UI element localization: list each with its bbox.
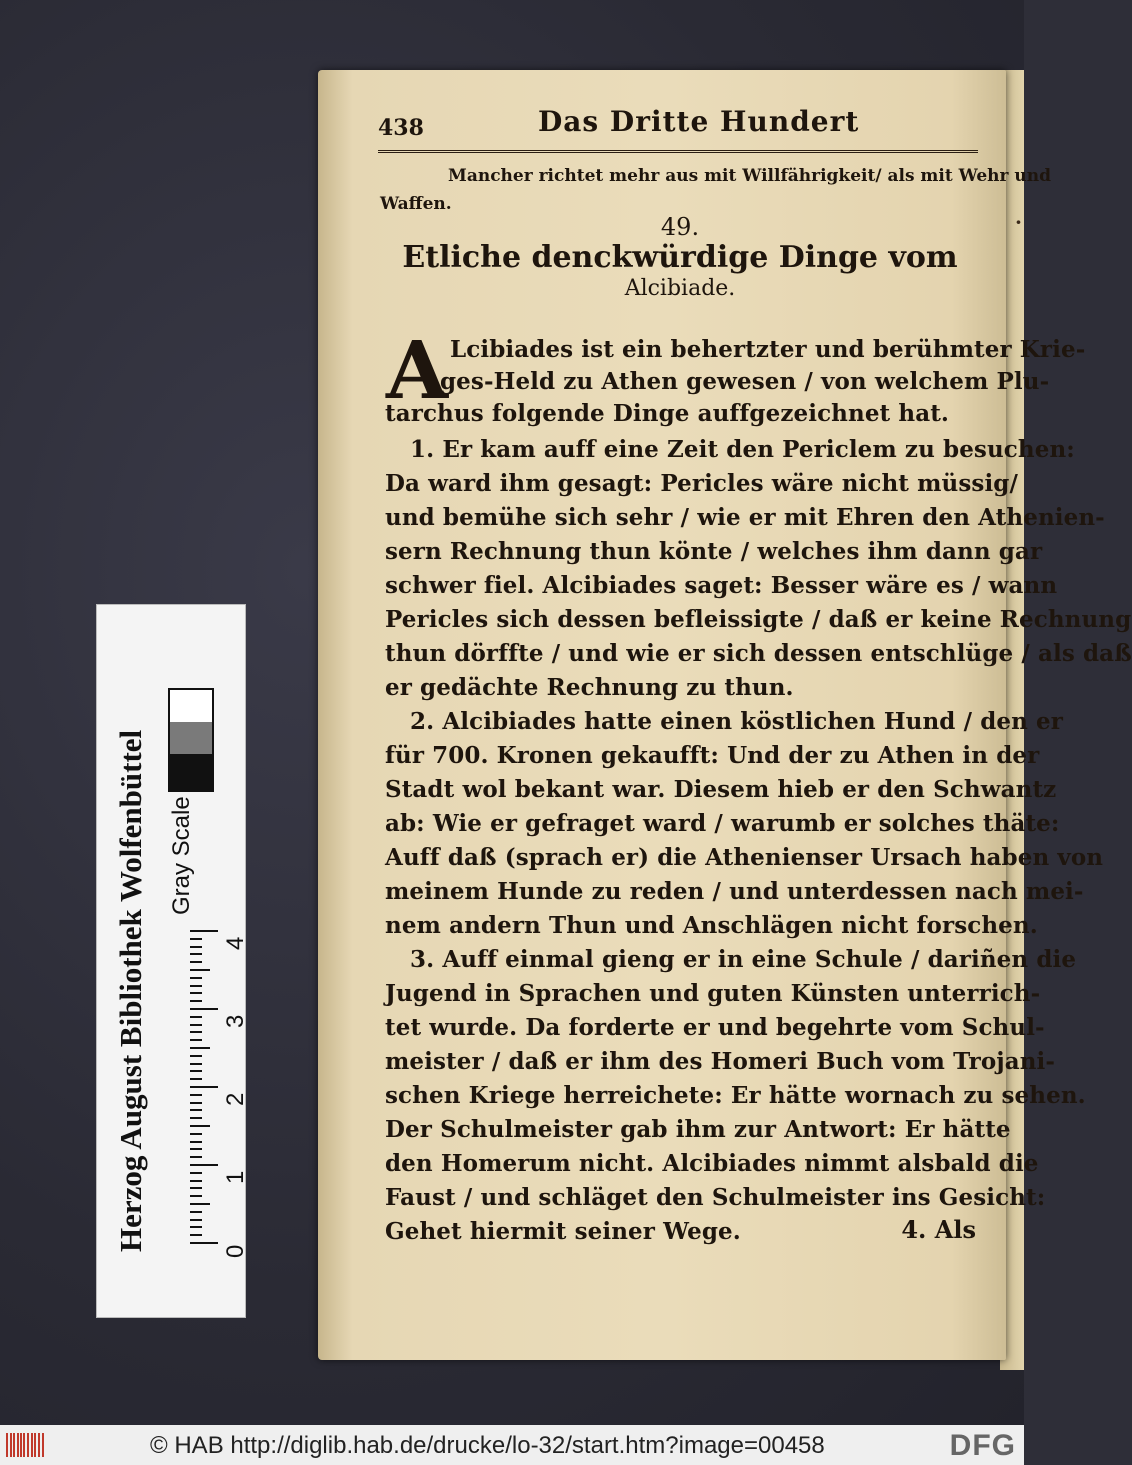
text-line: für 700. Kronen gekaufft: Und der zu Athen in der bbox=[385, 742, 1040, 769]
ruler-tick bbox=[190, 1141, 202, 1143]
ruler-tick bbox=[190, 1000, 202, 1002]
text-line: und bemühe sich sehr / wie er mit Ehren den Athenien- bbox=[385, 504, 1105, 531]
text-line: schen Kriege herreichete: Er hätte wornach zu sehen. bbox=[385, 1082, 1086, 1109]
text-line: 3. Auff einmal gieng er in eine Schule / dariñen die bbox=[410, 946, 1077, 973]
ruler-institution-label: Herzog August Bibliothek Wolfenbüttel bbox=[113, 729, 148, 1252]
ruler-ticks bbox=[190, 930, 220, 1245]
ruler-tick bbox=[190, 1109, 202, 1111]
ruler-number-1: 1 bbox=[222, 1170, 249, 1184]
ruler-tick bbox=[190, 1125, 210, 1127]
ruler-tick bbox=[190, 1039, 202, 1041]
text-line: Der Schulmeister gab ihm zur Antwort: Er hätte bbox=[385, 1116, 1011, 1143]
chapter-subtitle: Alcibiade. bbox=[624, 276, 736, 301]
ruler-tick bbox=[190, 977, 202, 979]
edge-mark: · bbox=[1015, 210, 1022, 234]
ruler-tick bbox=[190, 1086, 218, 1088]
page-number: 438 bbox=[378, 115, 424, 141]
ruler-number-3: 3 bbox=[222, 1014, 249, 1028]
text-line: den Homerum nicht. Alcibiades nimmt alsbald die bbox=[385, 1150, 1039, 1177]
ruler-tick bbox=[190, 1180, 202, 1182]
chapter-number: 49. bbox=[660, 213, 700, 241]
barcode-stripe bbox=[17, 1433, 19, 1457]
ruler-tick bbox=[190, 1055, 202, 1057]
ruler-tick bbox=[190, 1102, 202, 1104]
text-line: meinem Hunde zu reden / und unterdessen nach mei- bbox=[385, 878, 1084, 905]
text-line: Auff daß (sprach er) die Athenienser Ursach haben von bbox=[385, 844, 1104, 871]
text-line: ab: Wie er gefraget ward / warumb er solches thäte: bbox=[385, 810, 1060, 837]
ruler-tick bbox=[190, 992, 202, 994]
ruler-tick bbox=[190, 1063, 202, 1065]
ruler-tick bbox=[190, 1117, 202, 1119]
text-line: Faust / und schläget den Schulmeister ins Gesicht: bbox=[385, 1184, 1046, 1211]
ruler-tick bbox=[190, 1148, 202, 1150]
barcode-icon bbox=[6, 1433, 46, 1457]
text-line: meister / daß er ihm des Homeri Buch vom Trojani- bbox=[385, 1048, 1056, 1075]
ruler-tick bbox=[190, 1024, 202, 1026]
gray-swatches bbox=[168, 688, 214, 792]
swatch-white bbox=[170, 690, 212, 722]
ruler-tick bbox=[190, 1164, 218, 1166]
ruler-tick bbox=[190, 1219, 202, 1221]
text-line: Da ward ihm gesagt: Pericles wäre nicht müssig/ bbox=[385, 470, 1018, 497]
text-line: Lcibiades ist ein behertzter und berühmter Krie- bbox=[450, 336, 1086, 363]
text-line: thun dörffte / und wie er sich dessen entschlüge / als daß bbox=[385, 640, 1132, 667]
barcode-stripe bbox=[23, 1433, 25, 1457]
ruler-tick bbox=[190, 1234, 202, 1236]
ruler-number-2: 2 bbox=[222, 1092, 249, 1106]
text-line: schwer fiel. Alcibiades saget: Besser wäre es / wann bbox=[385, 572, 1058, 599]
barcode-stripe bbox=[6, 1433, 8, 1457]
barcode-stripe bbox=[20, 1433, 22, 1457]
page-header bbox=[378, 103, 978, 143]
ruler-tick bbox=[190, 1203, 210, 1205]
text-line: Pericles sich dessen befleissigte / daß er keine Rechnung bbox=[385, 606, 1132, 633]
ruler-tick bbox=[190, 969, 210, 971]
ruler-gray-scale-label: Gray Scale bbox=[168, 796, 195, 915]
ruler-tick bbox=[190, 1047, 210, 1049]
ruler-tick bbox=[190, 1078, 202, 1080]
barcode-stripe bbox=[27, 1433, 29, 1457]
ruler-tick bbox=[190, 1094, 202, 1096]
copyright-url[interactable]: © HAB http://diglib.hab.de/drucke/lo-32/start.htm?image=00458 bbox=[150, 1432, 825, 1459]
dfg-logo: DFG bbox=[949, 1429, 1016, 1462]
running-title: Das Dritte Hundert bbox=[538, 105, 860, 138]
ruler-tick bbox=[190, 1187, 202, 1189]
barcode-stripe bbox=[34, 1433, 36, 1457]
text-line: er gedächte Rechnung zu thun. bbox=[385, 674, 794, 701]
ruler-tick bbox=[190, 1242, 218, 1244]
barcode-stripe bbox=[10, 1433, 12, 1457]
text-line: sern Rechnung thun könte / welches ihm dann gar bbox=[385, 538, 1043, 565]
ruler-tick bbox=[190, 1031, 202, 1033]
ruler-tick bbox=[190, 953, 202, 955]
text-line: 2. Alcibiades hatte einen köstlichen Hund / den er bbox=[410, 708, 1063, 735]
ruler-tick bbox=[190, 1226, 202, 1228]
ruler-tick bbox=[190, 961, 202, 963]
text-line: 1. Er kam auff eine Zeit den Periclem zu besuchen: bbox=[410, 436, 1075, 463]
ruler-tick bbox=[190, 1156, 202, 1158]
ruler-tick bbox=[190, 1195, 202, 1197]
swatch-gray bbox=[170, 722, 212, 754]
barcode-stripe bbox=[42, 1433, 44, 1457]
text-line: Gehet hiermit seiner Wege. bbox=[385, 1218, 741, 1245]
ruler-tick bbox=[190, 1008, 218, 1010]
motto-line-2: Waffen. bbox=[380, 194, 452, 214]
text-line: tet wurde. Da forderte er und begehrte vom Schul- bbox=[385, 1014, 1045, 1041]
ruler-tick bbox=[190, 938, 202, 940]
footer-bar bbox=[0, 1425, 1024, 1465]
motto-line-1: Mancher richtet mehr aus mit Willfährigkeit/ als mit Wehr und bbox=[448, 166, 1052, 186]
ruler-tick bbox=[190, 1070, 202, 1072]
barcode-stripe bbox=[31, 1433, 33, 1457]
text-line: ges-Held zu Athen gewesen / von welchem Plu- bbox=[440, 368, 1050, 395]
drop-cap: A bbox=[386, 323, 449, 417]
chapter-title: Etliche denckwürdige Dinge vom bbox=[402, 240, 958, 275]
barcode-stripe bbox=[13, 1433, 15, 1457]
swatch-black bbox=[170, 754, 212, 790]
catchword: 4. Als bbox=[901, 1215, 976, 1244]
ruler-tick bbox=[190, 1016, 202, 1018]
ruler-tick bbox=[190, 946, 202, 948]
ruler-tick bbox=[190, 930, 218, 932]
text-line: tarchus folgende Dinge auffgezeichnet hat. bbox=[385, 400, 950, 427]
text-line: Stadt wol bekant war. Diesem hieb er den Schwantz bbox=[385, 776, 1057, 803]
ruler-tick bbox=[190, 985, 202, 987]
ruler-tick bbox=[190, 1133, 202, 1135]
header-rule bbox=[378, 150, 978, 153]
ruler-number-4: 4 bbox=[222, 936, 249, 950]
ruler-tick bbox=[190, 1172, 202, 1174]
text-line: nem andern Thun und Anschlägen nicht forschen. bbox=[385, 912, 1038, 939]
barcode-stripe bbox=[38, 1433, 40, 1457]
ruler-number-0: 0 bbox=[222, 1244, 249, 1258]
text-line: Jugend in Sprachen und guten Künsten unterrich- bbox=[385, 980, 1041, 1007]
ruler-tick bbox=[190, 1211, 202, 1213]
